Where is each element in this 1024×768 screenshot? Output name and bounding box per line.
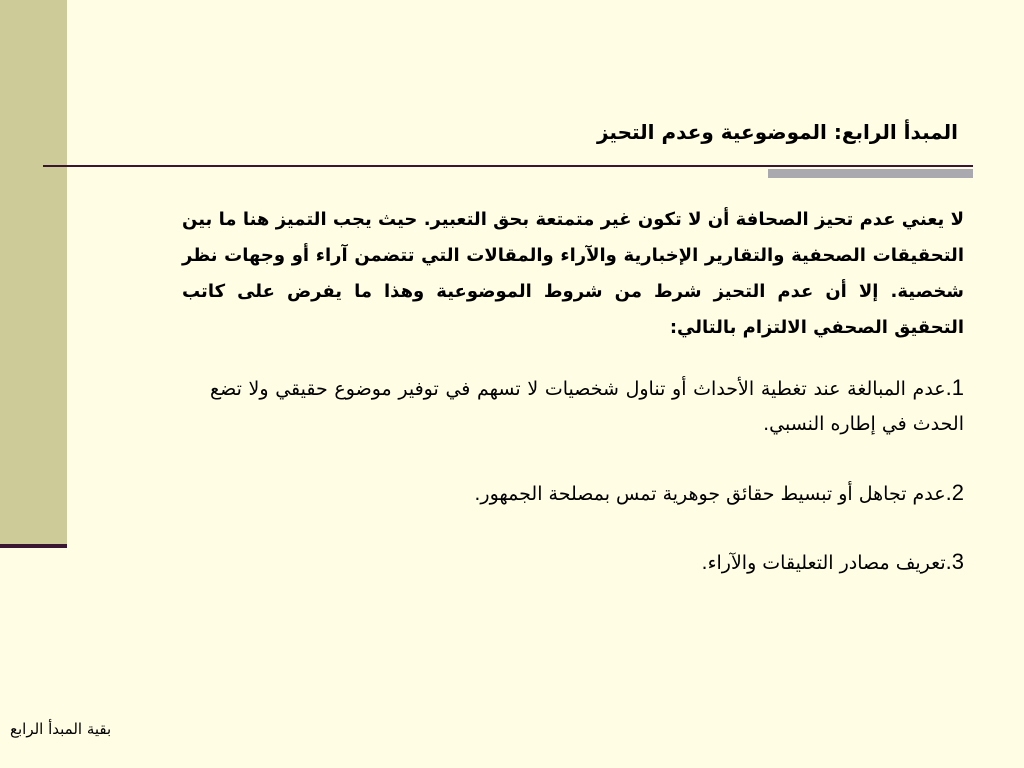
list-item-text: عدم تجاهل أو تبسيط حقائق جوهرية تمس بمصلحة الجمهور.: [474, 483, 946, 505]
list-item: [210, 370, 964, 442]
list-item: [210, 544, 964, 581]
list-item: [210, 475, 964, 512]
list-item-text: عدم المبالغة عند تغطية الأحداث أو تناول شخصيات لا تسهم في توفير موضوع حقيقي ولا تضع الحدث في إطاره النسبي.: [210, 378, 964, 435]
footer-label: بقية المبدأ الرابع: [10, 720, 112, 738]
list-item-number: 2.: [945, 480, 964, 505]
list-item-text: تعريف مصادر التعليقات والآراء.: [701, 552, 946, 574]
left-bar-rule: [0, 544, 67, 548]
title-divider-accent: [768, 169, 973, 178]
list-item-number: 1.: [945, 375, 964, 400]
slide-title: المبدأ الرابع: الموضوعية وعدم التحيز: [596, 120, 958, 144]
list-item-number: 3.: [945, 549, 964, 574]
title-divider: [43, 165, 973, 167]
intro-paragraph: لا يعني عدم تحيز الصحافة أن لا تكون غير متمتعة بحق التعبير. حيث يجب التميز هنا ما بين التحقيقات الصحفية والتقارير الإخبارية والآراء والمقالات التي تتضمن آراء أو وجهات نظر شخصية. إلا أن عدم التحيز شرط من شروط الموضوعية وهذا ما يفرض على كاتب التحقيق الصحفي الالتزام بالتالي:: [182, 209, 964, 338]
left-decorative-bar: [0, 0, 67, 544]
